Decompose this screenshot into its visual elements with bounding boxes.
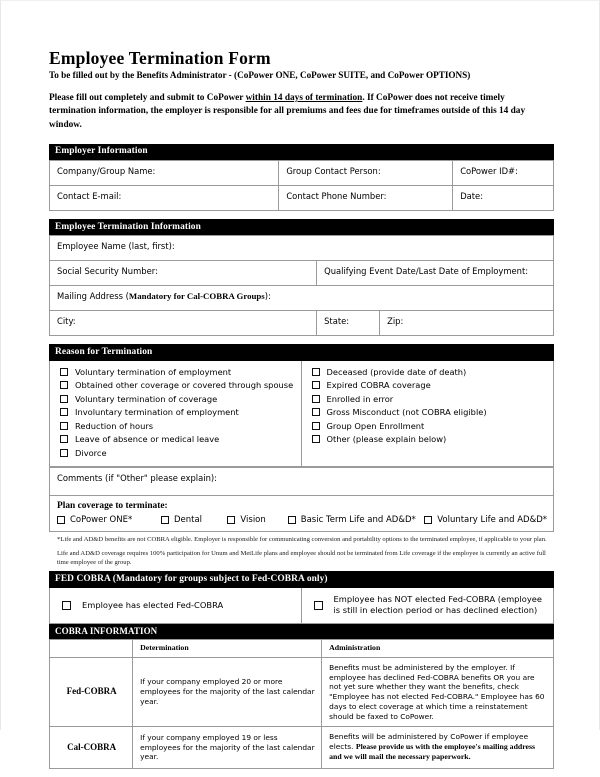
checkbox-icon[interactable]	[312, 381, 320, 389]
checkbox-icon[interactable]	[60, 395, 68, 403]
field-city[interactable]: City:	[50, 311, 317, 336]
checkbox-icon[interactable]	[60, 381, 68, 389]
checkbox-icon[interactable]	[312, 368, 320, 376]
checkbox-row-fed-cobra-elected[interactable]	[50, 588, 302, 623]
checkbox-row-expired-cobra-coverage[interactable]	[310, 380, 548, 390]
table-row	[50, 286, 554, 311]
checkbox-icon[interactable]	[227, 516, 235, 524]
employee-termination-heading: Employee Termination Information	[49, 219, 554, 235]
reason-options-left-column	[50, 361, 302, 466]
field-company-group-name[interactable]: Company/Group Name:	[50, 161, 279, 186]
cobra-information-table	[49, 639, 554, 768]
checkbox-label: Obtained other coverage or covered through spouse	[75, 380, 294, 391]
field-employee-name[interactable]: Employee Name (last, first):	[50, 236, 554, 261]
cobra-information-heading: COBRA INFORMATION	[49, 624, 554, 640]
checkbox-icon[interactable]	[312, 435, 320, 443]
row-label-cal-cobra: Cal-COBRA	[50, 727, 133, 768]
checkbox-icon[interactable]	[314, 601, 323, 610]
checkbox-row-gross-misconduct[interactable]	[310, 407, 548, 417]
checkbox-row-deceased[interactable]	[310, 367, 548, 377]
checkbox-row-obtained-other-coverage[interactable]	[58, 380, 295, 390]
reason-for-termination-heading: Reason for Termination	[49, 344, 554, 360]
employer-information-heading: Employer Information	[49, 144, 554, 160]
checkbox-row-group-open-enrollment[interactable]	[310, 421, 548, 431]
checkbox-label: Enrolled in error	[326, 393, 394, 404]
employee-termination-table	[49, 235, 554, 336]
fed-cobra-heading: FED COBRA (Mandatory for groups subject to Fed-COBRA only)	[49, 571, 554, 587]
table-row	[50, 261, 554, 286]
mailing-address-suffix: ):	[264, 291, 271, 302]
checkbox-row-basic-term-life[interactable]	[288, 515, 416, 525]
checkbox-icon[interactable]	[60, 422, 68, 430]
table-row	[50, 727, 554, 768]
fed-cobra-options	[49, 588, 554, 624]
checkbox-icon[interactable]	[424, 516, 432, 524]
checkbox-label: Voluntary Life and AD&D*	[437, 514, 547, 525]
checkbox-label: Employee has elected Fed-COBRA	[82, 599, 224, 610]
checkbox-row-other[interactable]	[310, 434, 548, 444]
field-contact-phone[interactable]: Contact Phone Number:	[279, 186, 453, 211]
checkbox-label: Dental	[173, 514, 203, 525]
field-group-contact-person[interactable]: Group Contact Person:	[279, 161, 453, 186]
section-fed-cobra	[49, 571, 554, 623]
section-comments-and-plan-coverage	[49, 467, 554, 532]
checkbox-label: Group Open Enrollment	[326, 420, 425, 431]
checkbox-label: Leave of absence or medical leave	[75, 434, 220, 445]
section-reason-for-termination	[49, 344, 554, 466]
administration-emphasis: Please provide us with the employee's mailing address and we will mail the necessary paperwork.	[329, 742, 536, 762]
checkbox-row-involuntary-termination-employment[interactable]	[58, 407, 295, 417]
checkbox-label: Gross Misconduct (not COBRA eligible)	[326, 407, 487, 418]
checkbox-icon[interactable]	[62, 601, 71, 610]
reason-options-container	[49, 361, 554, 467]
checkbox-icon[interactable]	[312, 422, 320, 430]
field-qualifying-event-date[interactable]: Qualifying Event Date/Last Date of Employment:	[317, 261, 554, 286]
plan-coverage-block	[50, 495, 553, 531]
plan-coverage-title: Plan coverage to terminate:	[57, 500, 168, 511]
checkbox-row-voluntary-termination-employment[interactable]	[58, 367, 295, 377]
cell-cal-cobra-determination: If your company employed 19 or less employees for the majority of the last calendar year.	[133, 727, 322, 768]
section-employee-termination-information	[49, 219, 554, 336]
checkbox-icon[interactable]	[60, 435, 68, 443]
column-header-blank	[50, 640, 133, 657]
checkbox-row-voluntary-life[interactable]	[424, 515, 547, 525]
mailing-address-emphasis: Mandatory for Cal-COBRA Groups	[128, 291, 265, 302]
checkbox-row-reduction-of-hours[interactable]	[58, 421, 295, 431]
reason-options-right-column	[302, 361, 554, 466]
checkbox-icon[interactable]	[60, 368, 68, 376]
section-cobra-information	[49, 624, 554, 769]
checkbox-row-leave-of-absence[interactable]	[58, 434, 295, 444]
checkbox-row-dental[interactable]	[161, 515, 202, 525]
checkbox-icon[interactable]	[288, 516, 296, 524]
form-sheet	[49, 49, 554, 777]
footnote-participation-requirement: Life and AD&D coverage requires 100% participation for Unum and MetLife plans and employee should not be terminated from Life coverage if the employee is currently an active full time employee of the group.	[57, 549, 546, 566]
checkbox-row-fed-cobra-not-elected[interactable]	[302, 588, 554, 623]
page-title: Employee Termination Form	[49, 48, 271, 68]
checkbox-label: Vision	[240, 514, 266, 525]
mailing-address-prefix: Mailing Address (	[57, 291, 129, 302]
field-copower-id[interactable]: CoPower ID#:	[453, 161, 554, 186]
plan-coverage-options	[57, 515, 547, 525]
row-label-fed-cobra: Fed-COBRA	[50, 657, 133, 727]
checkbox-label: Divorce	[75, 447, 107, 458]
cell-fed-cobra-determination: If your company employed 20 or more employees for the majority of the last calendar year.	[133, 657, 322, 727]
footnote-life-add-eligibility: *Life and AD&D benefits are not COBRA eligible. Employer is responsible for communicating conversion and portability options to the terminated employee, if applicable to your plan.	[57, 536, 547, 544]
checkbox-icon[interactable]	[60, 449, 68, 457]
checkbox-label: Deceased (provide date of death)	[326, 366, 467, 377]
intro-text-before: Please fill out completely and submit to CoPower	[49, 93, 246, 104]
cell-fed-cobra-administration	[322, 657, 554, 727]
checkbox-row-voluntary-termination-coverage[interactable]	[58, 394, 295, 404]
table-row	[50, 161, 554, 186]
table-row	[50, 311, 554, 336]
checkbox-label: Other (please explain below)	[326, 434, 447, 445]
section-employer-information	[49, 144, 554, 211]
checkbox-row-copower-one[interactable]	[57, 515, 132, 525]
checkbox-label: Reduction of hours	[75, 420, 154, 431]
checkbox-row-vision[interactable]	[227, 515, 265, 525]
field-zip[interactable]: Zip:	[380, 311, 554, 336]
checkbox-icon[interactable]	[60, 408, 68, 416]
checkbox-label: CoPower ONE*	[70, 514, 133, 525]
checkbox-icon[interactable]	[57, 516, 65, 524]
checkbox-label: Employee has NOT elected Fed-COBRA (employee is still in election period or has declined election)	[333, 594, 542, 616]
field-date[interactable]: Date:	[453, 186, 554, 211]
checkbox-label: Voluntary termination of employment	[75, 366, 232, 377]
footnotes	[57, 535, 551, 567]
checkbox-label: Voluntary termination of coverage	[75, 393, 218, 404]
field-comments[interactable]: Comments (if "Other" please explain):	[57, 472, 217, 483]
table-header-row	[50, 640, 554, 657]
field-state[interactable]: State:	[317, 311, 380, 336]
checkbox-row-divorce[interactable]	[58, 448, 295, 458]
intro-paragraph	[49, 92, 554, 132]
field-mailing-address[interactable]	[50, 286, 554, 311]
field-contact-email[interactable]: Contact E-mail:	[50, 186, 279, 211]
checkbox-icon[interactable]	[312, 408, 320, 416]
checkbox-label: Basic Term Life and AD&D*	[300, 514, 416, 525]
column-header-administration: Administration	[322, 640, 554, 657]
field-social-security-number[interactable]: Social Security Number:	[50, 261, 317, 286]
employer-information-table	[49, 160, 554, 211]
column-header-determination: Determination	[133, 640, 322, 657]
page-subtitle: To be filled out by the Benefits Administrator - (CoPower ONE, CoPower SUITE, and CoPower OPTIONS)	[49, 70, 471, 81]
intro-text-underlined: within 14 days of termination	[245, 93, 363, 104]
checkbox-label: Expired COBRA coverage	[326, 380, 431, 391]
table-row	[50, 186, 554, 211]
table-row	[50, 657, 554, 727]
checkbox-label: Involuntary termination of employment	[75, 407, 239, 418]
cell-cal-cobra-administration	[322, 727, 554, 768]
checkbox-row-enrolled-in-error[interactable]	[310, 394, 548, 404]
checkbox-icon[interactable]	[161, 516, 169, 524]
intro-text-after: . If CoPower does not receive timely termination information, the employer is responsible for all premiums and fees due for timeframes outside of this 14 day window.	[49, 93, 526, 130]
table-row	[50, 236, 554, 261]
administration-text: Benefits will be administered by CoPower if employee elects.	[329, 732, 529, 752]
administration-text: Benefits must be administered by the employer. If employee has declined Fed-COBRA benefits OR you are not yet sure whether they want the benefits, check "Employee has not elected Fed-COBRA." Employee has 60 days to elect coverage at which time a reinstatement should be faxed to CoPower.	[329, 662, 545, 721]
checkbox-icon[interactable]	[312, 395, 320, 403]
